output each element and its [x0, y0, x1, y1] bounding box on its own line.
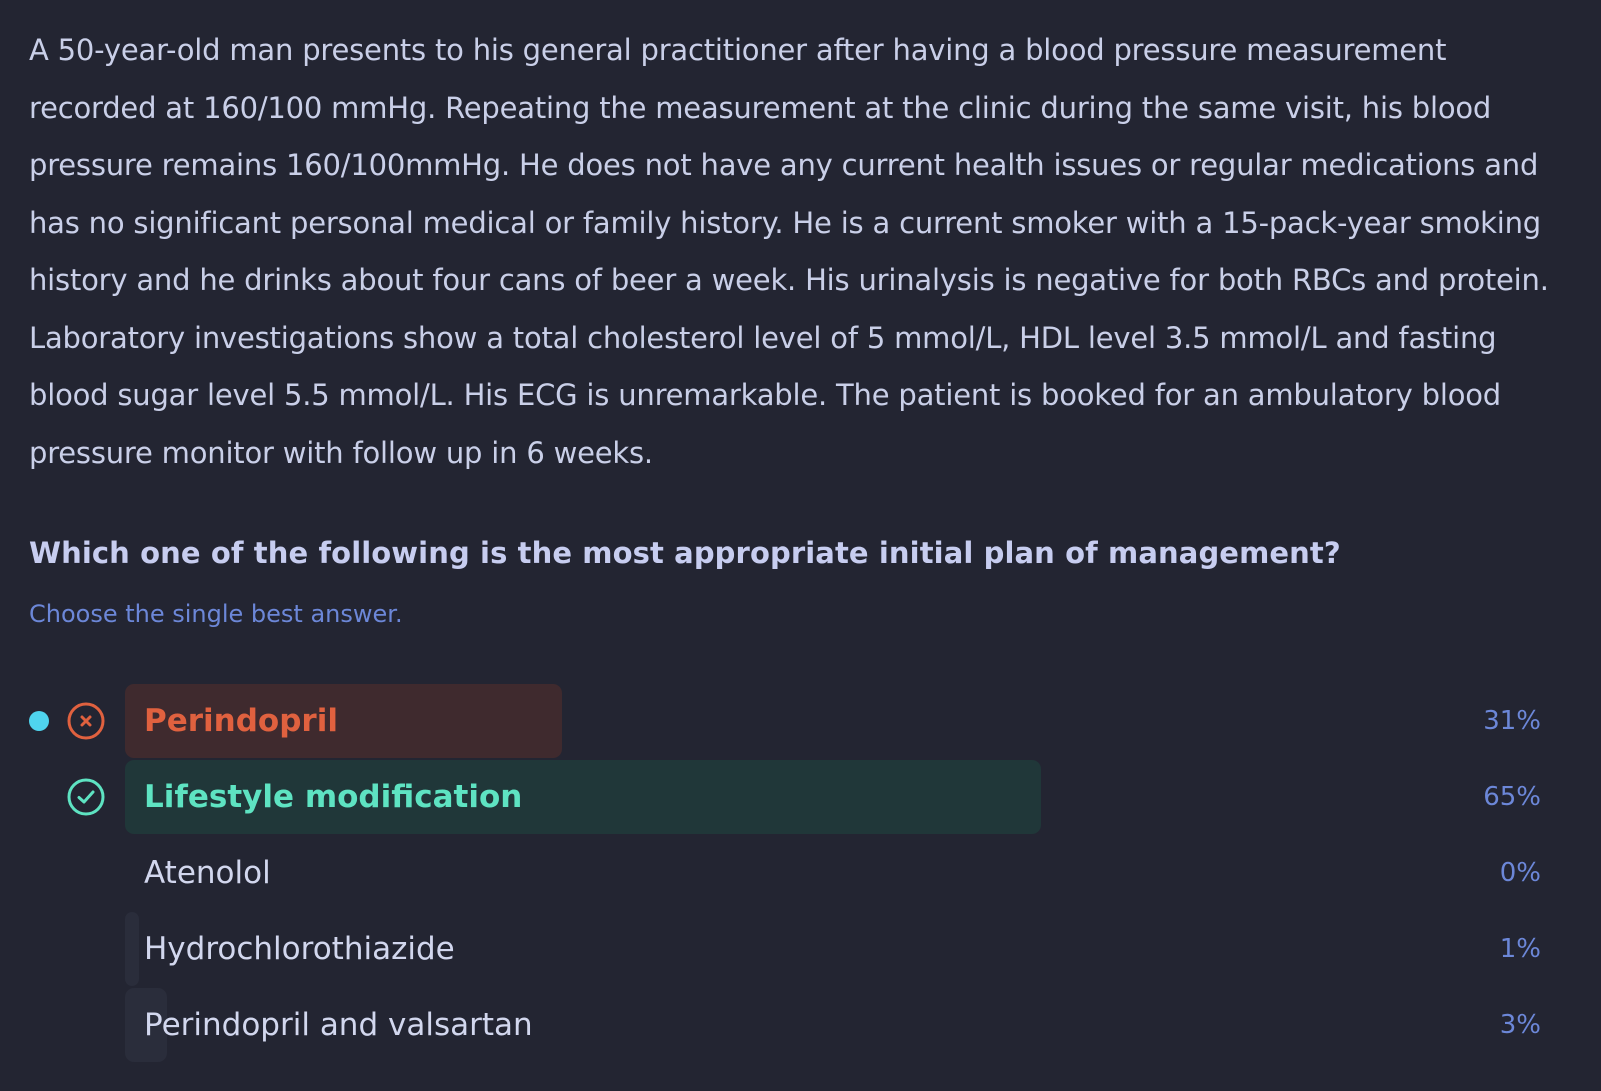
answer-option-perindopril-and-valsartan[interactable] — [0, 988, 1601, 1062]
option-percentage: 0% — [1499, 858, 1541, 888]
percentage-bar — [125, 912, 139, 986]
x-circle-icon — [66, 701, 106, 741]
answer-option-perindopril[interactable] — [0, 684, 1601, 758]
stem-line: has no significant personal medical or family history. He is a current smoker with a 15-pack-year smoking — [29, 205, 1541, 240]
option-label: Perindopril and valsartan — [144, 1007, 533, 1043]
stem-line: pressure monitor with follow up in 6 weeks. — [29, 435, 653, 470]
stem-line: A 50-year-old man presents to his general practitioner after having a blood pressure measurement — [29, 33, 1447, 67]
question-prompt: Which one of the following is the most appropriate initial plan of management? — [29, 536, 1341, 570]
check-circle-icon — [66, 777, 106, 817]
option-percentage: 1% — [1499, 934, 1541, 964]
stem-line: Laboratory investigations show a total cholesterol level of 5 mmol/L, HDL level 3.5 mmol/L and fasting — [29, 320, 1497, 355]
option-percentage: 65% — [1483, 782, 1541, 812]
selected-indicator-dot — [29, 711, 49, 731]
stem-line: recorded at 160/100 mmHg. Repeating the measurement at the clinic during the same visit, his blood — [29, 90, 1492, 125]
answer-instruction: Choose the single best answer. — [29, 600, 403, 628]
stem-line: blood sugar level 5.5 mmol/L. His ECG is unremarkable. The patient is booked for an ambulatory blood — [29, 378, 1501, 412]
option-label: Hydrochlorothiazide — [144, 931, 455, 967]
option-label: Perindopril — [144, 703, 338, 739]
option-percentage: 31% — [1483, 706, 1541, 736]
answer-option-hydrochlorothiazide[interactable] — [0, 912, 1601, 986]
answer-option-atenolol[interactable] — [0, 836, 1601, 910]
question-stem — [29, 22, 1559, 482]
stem-line: history and he drinks about four cans of beer a week. His urinalysis is negative for both RBCs and protein. — [29, 263, 1549, 297]
option-percentage: 3% — [1499, 1010, 1541, 1040]
answer-option-lifestyle-modification[interactable] — [0, 760, 1601, 834]
option-label: Atenolol — [144, 855, 271, 891]
stem-line: pressure remains 160/100mmHg. He does not have any current health issues or regular medications and — [29, 148, 1539, 182]
option-label: Lifestyle modification — [144, 779, 523, 815]
